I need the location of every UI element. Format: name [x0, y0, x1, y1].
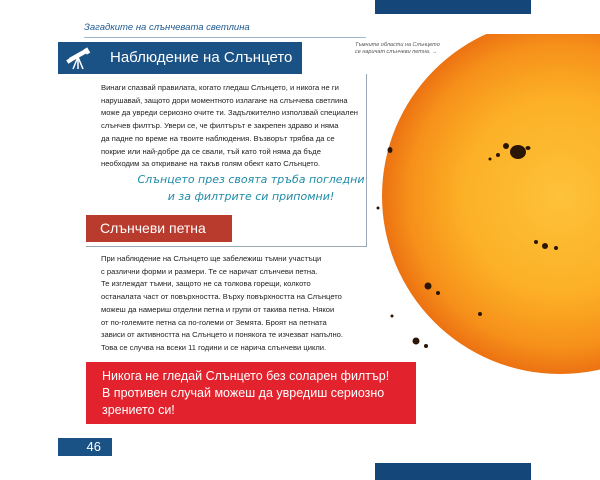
text-line: нарушавай, защото дори моментното излагане на слънчева светлина [101, 95, 348, 105]
text-line: останалата част от повърхността. Върху повърхността на Слънцето [101, 292, 342, 302]
sun-illustration [330, 34, 600, 378]
text-line: да падне по време на твоите наблюдения. Възворът трябва да се [101, 133, 335, 143]
sun-disk [382, 34, 600, 374]
observation-paragraph [101, 82, 363, 171]
text-line: слънчев филтър. Увери се, че филтърът е закрепен здраво и няма [101, 121, 339, 131]
header-rule [84, 37, 366, 38]
text-line: от по-големите петна са по-големи от Земята. Броят на петната [101, 317, 327, 327]
telescope-icon [66, 46, 92, 70]
warning-box [86, 362, 416, 424]
sun-caption [355, 42, 447, 56]
text-line: Това се случва на всеки 11 години и се нарича слънчеви цикли. [101, 342, 327, 352]
caption-line: Тъмните области на Слънцето [355, 42, 440, 48]
page-number-box [58, 438, 112, 456]
running-head: Загадките на слънчевата светлина [84, 22, 250, 33]
warning-line: В противен случай можеш да увредиш сериозно [102, 386, 385, 400]
text-line: може да увреди сериозно очите ти. Задължително използвай специален [101, 108, 358, 118]
warning-line: зрението си! [102, 403, 175, 417]
caption-line: се наричат слънчеви петна. → [355, 49, 438, 55]
callout-line: и за филтрите си припомни! [167, 190, 335, 203]
text-line: При наблюдение на Слънцето ще забележиш тъмни участъци [101, 254, 322, 263]
section-sunspots-header [86, 215, 232, 242]
text-line: покрие или най-добре да се свали, тъй като той няма да бъде [101, 146, 321, 156]
text-line: можеш да намериш отделни петна и групи от такива петна. Някои [101, 304, 335, 314]
warning-text [102, 368, 407, 419]
text-line: необходим за откриване на такъв голям обект като Слънцето. [101, 159, 321, 169]
warning-line: Никога не гледай Слънцето без соларен филтър! [102, 369, 390, 383]
text-line: с различни форми и размери. Те се наричат слънчеви петна. [101, 266, 318, 276]
section-sunspots-title: Слънчеви петна [100, 220, 206, 236]
page-number: 46 [86, 439, 101, 454]
sunspots-paragraph [101, 253, 363, 355]
sun-image [330, 34, 600, 378]
text-line: зависи от активността на Слънцето и понякога те изчезват напълно. [101, 330, 343, 340]
top-accent-bar [375, 0, 531, 14]
section-observation-header [58, 42, 302, 74]
bottom-accent-bar [375, 463, 531, 480]
text-line: Те изглеждат тъмни, защото не са толкова горещи, колкото [101, 279, 311, 289]
text-line: Винаги спазвай правилата, когато гледаш Слънцето, и никога не ги [101, 83, 339, 92]
section-observation-title: Наблюдение на Слънцето [110, 49, 293, 66]
callout-line: Слънцето през своята тръба погледни [137, 173, 365, 186]
